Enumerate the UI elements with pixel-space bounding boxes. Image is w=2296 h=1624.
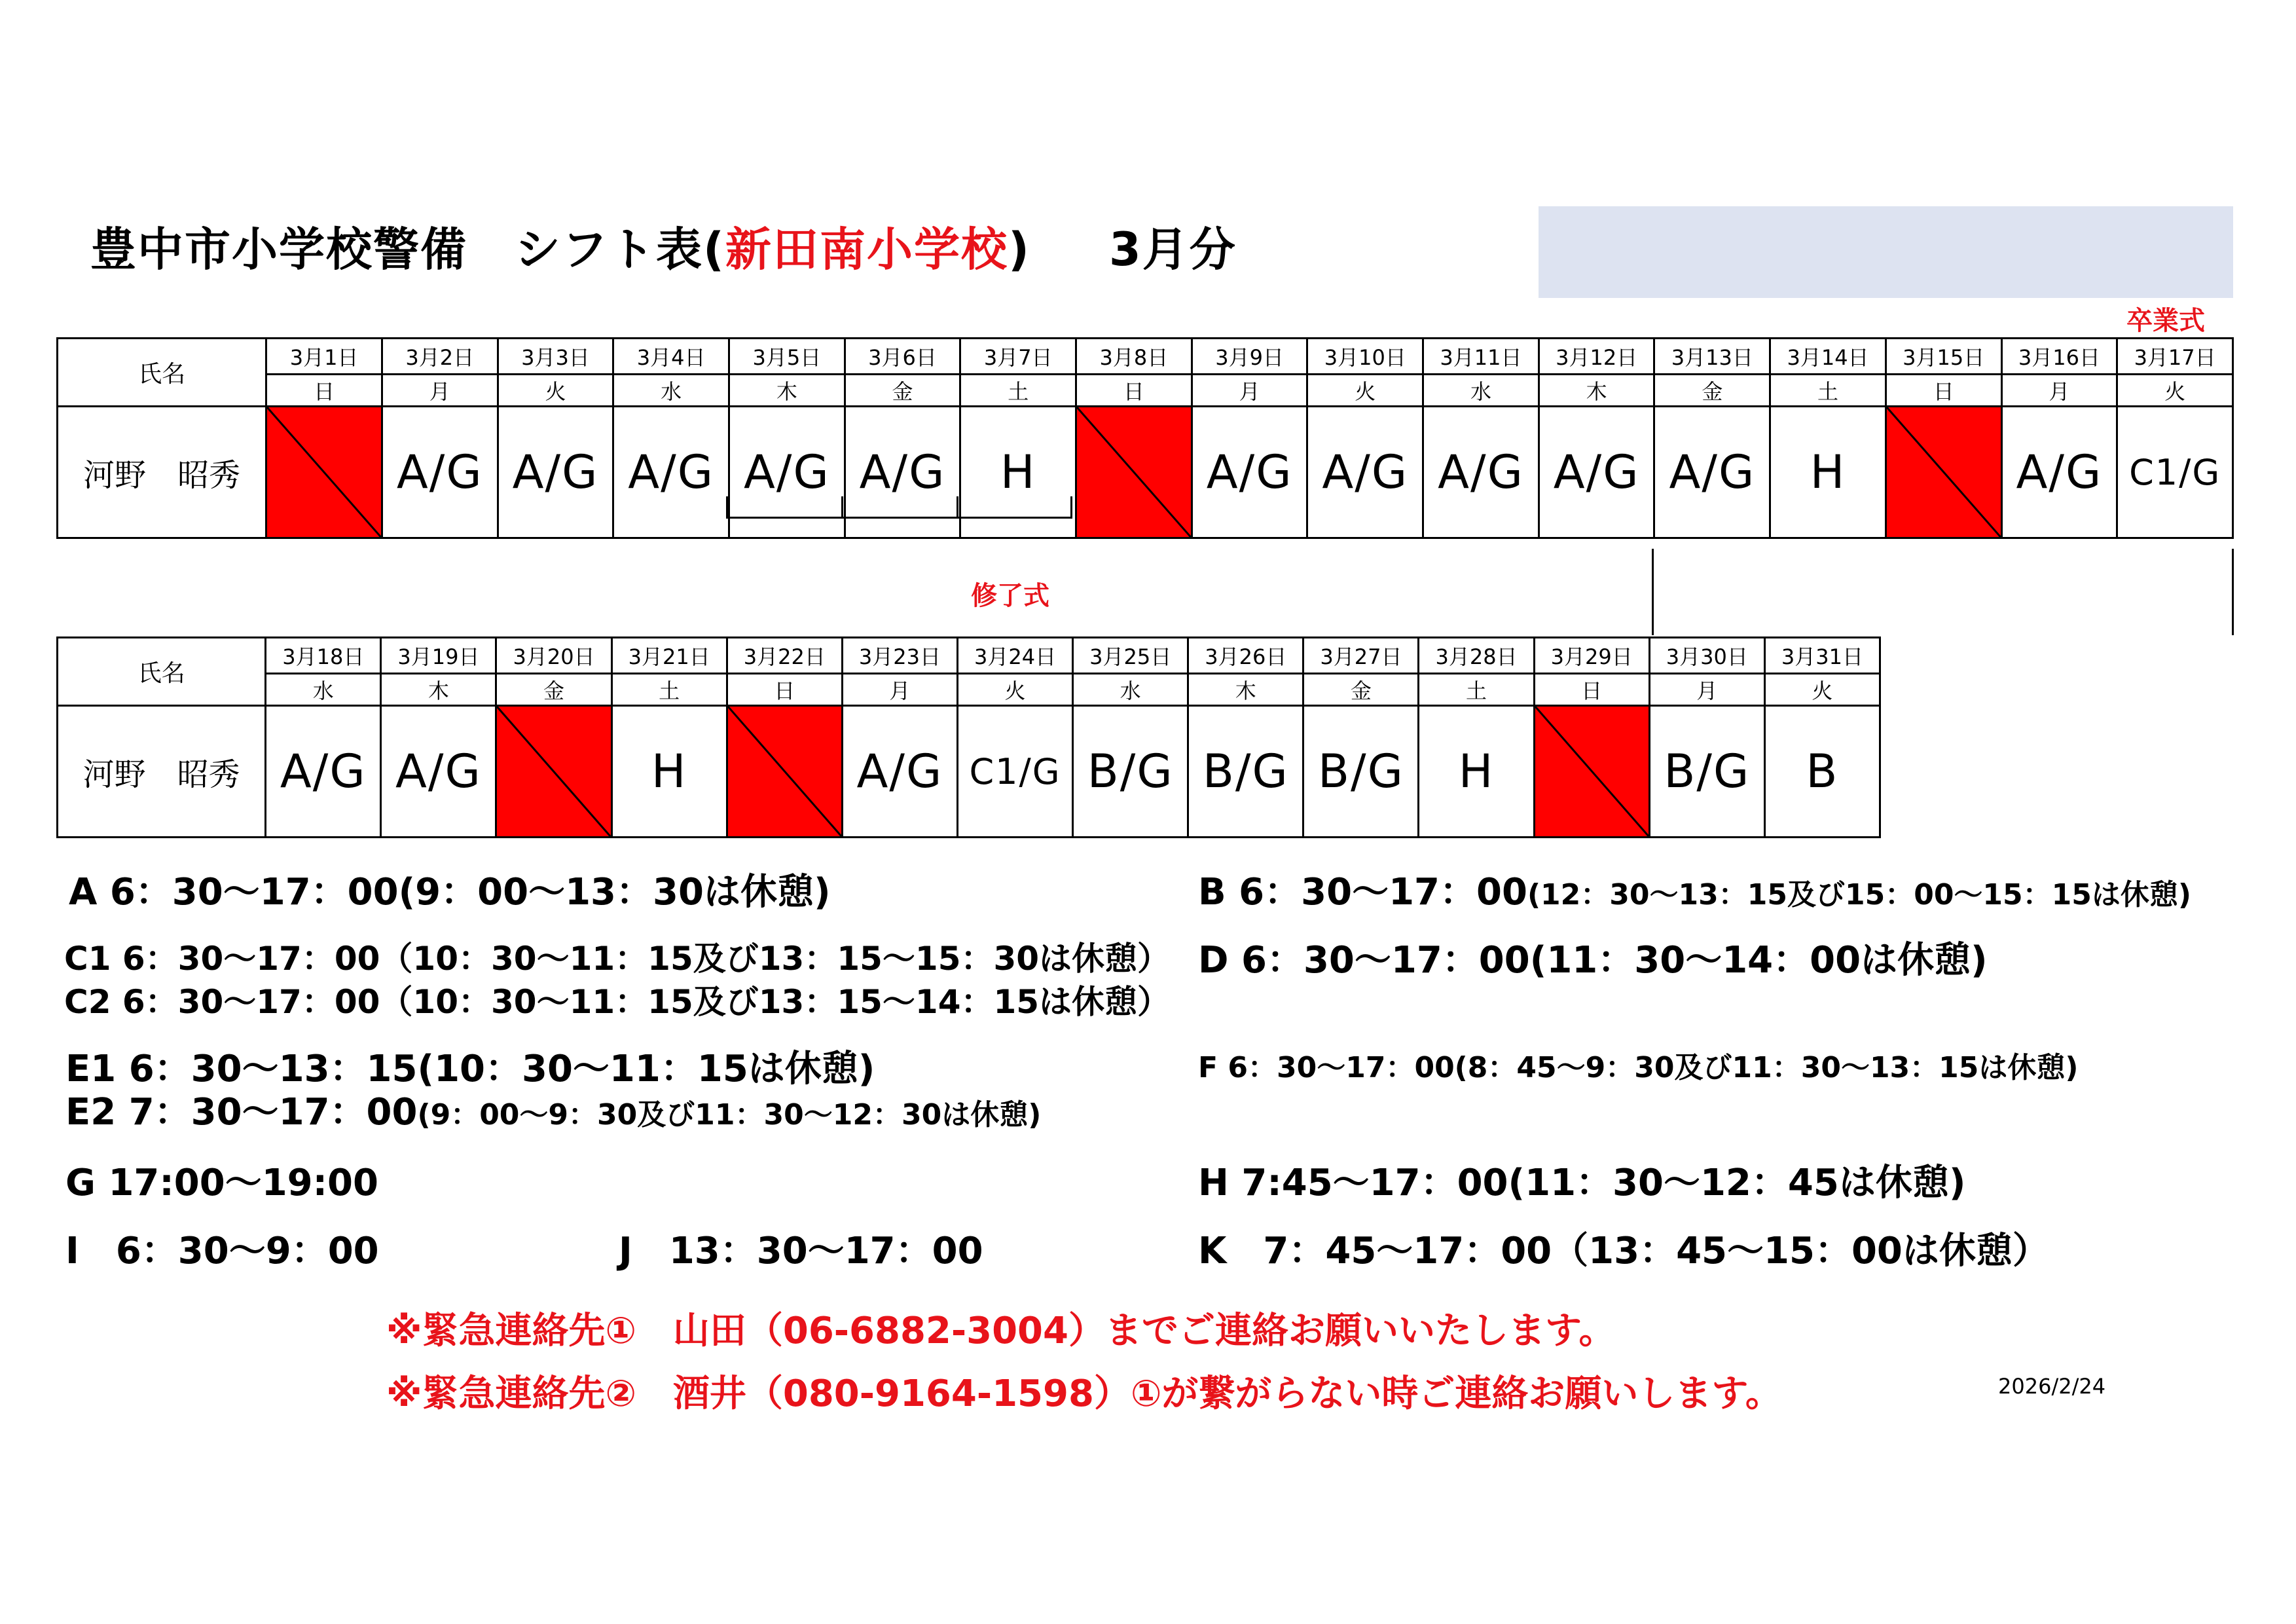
day-off-cell <box>1534 706 1649 838</box>
day-off-cell <box>266 407 382 538</box>
slash-mark <box>1077 407 1191 537</box>
shift-code-cell: A/G <box>613 407 729 538</box>
shift-code-cell: A/G <box>381 706 496 838</box>
date-header: 3月12日 <box>1539 339 1654 375</box>
date-header: 3月9日 <box>1192 339 1307 375</box>
legend-e1: E1 6：30～13：15(10：30～11：15は休憩) <box>65 1048 875 1090</box>
shift-code-cell: B/G <box>1188 706 1303 838</box>
legend-d: D 6：30～17：00(11：30～14：00は休憩) <box>1198 939 1988 982</box>
employee-name: 河野 昭秀 <box>58 706 266 838</box>
date-header: 3月7日 <box>960 339 1076 375</box>
date-header: 3月23日 <box>842 638 957 674</box>
slash-mark <box>267 407 381 537</box>
date-header: 3月3日 <box>498 339 613 375</box>
legend-e2-main: E2 7：30～17：00 <box>65 1091 418 1134</box>
weekday-header: 日 <box>1534 674 1649 706</box>
sub-box-group <box>726 496 1072 519</box>
shift-code-cell: A/G <box>1539 407 1654 538</box>
shift-code-cell: C1/G <box>2117 407 2233 538</box>
emergency-contact-2: ※緊急連絡先② 酒井（080-9164-1598）①が繋がらない時ご連絡お願いします。 <box>386 1373 1782 1415</box>
date-header: 3月13日 <box>1654 339 1770 375</box>
legend-g: G 17:00～19:00 <box>65 1162 378 1204</box>
weekday-header: 土 <box>1770 375 1886 407</box>
legend-f: F 6：30～17：00(8：45～9：30及び11：30～13：15は休憩) <box>1198 1051 2079 1084</box>
legend-b <box>1198 863 2191 915</box>
month-label: 3月分 <box>1109 223 1237 276</box>
shift-code-cell: A/G <box>1307 407 1423 538</box>
shift-code-cell: A/G <box>845 407 960 538</box>
shift-code-cell: H <box>1770 407 1886 538</box>
legend-i: I 6：30～9：00 <box>65 1230 379 1272</box>
graduation-label: 卒業式 <box>2126 306 2205 336</box>
legend-e2-note: (9：00～9：30及び11：30～12：30は休憩) <box>417 1098 1042 1132</box>
day-off-cell <box>1886 407 2001 538</box>
shift-table-2 <box>56 637 1881 838</box>
date-stamp: 2026/2/24 <box>1998 1374 2106 1399</box>
date-header: 3月1日 <box>266 339 382 375</box>
shift-code-cell: A/G <box>842 706 957 838</box>
weekday-header: 火 <box>498 375 613 407</box>
weekday-header: 日 <box>1076 375 1192 407</box>
shift-code-cell: B <box>1764 706 1880 838</box>
date-header: 3月16日 <box>2001 339 2117 375</box>
title-prefix: 豊中市小学校警備 シフト表( <box>90 223 725 276</box>
date-header: 3月14日 <box>1770 339 1886 375</box>
weekday-header: 月 <box>1649 674 1764 706</box>
date-header: 3月20日 <box>496 638 611 674</box>
date-header: 3月26日 <box>1188 638 1303 674</box>
slash-mark <box>1535 707 1649 836</box>
date-header: 3月2日 <box>382 339 498 375</box>
weekday-header: 水 <box>1423 375 1539 407</box>
date-header: 3月17日 <box>2117 339 2233 375</box>
date-header: 3月31日 <box>1764 638 1880 674</box>
weekday-header: 金 <box>496 674 611 706</box>
blue-note-box <box>1539 206 2233 298</box>
shift-code-cell: H <box>960 407 1076 538</box>
shift-table-1 <box>56 337 2234 539</box>
weekday-header: 火 <box>1764 674 1880 706</box>
date-header: 3月18日 <box>266 638 381 674</box>
weekday-header: 木 <box>1188 674 1303 706</box>
weekday-header: 日 <box>1886 375 2001 407</box>
employee-name: 河野 昭秀 <box>58 407 266 538</box>
date-header: 3月5日 <box>729 339 845 375</box>
slash-mark <box>497 707 610 836</box>
slash-mark <box>728 707 841 836</box>
weekday-header: 土 <box>1419 674 1534 706</box>
shift-code-cell: B/G <box>1073 706 1188 838</box>
weekday-header: 火 <box>1307 375 1423 407</box>
weekday-header: 月 <box>2001 375 2117 407</box>
divider-line <box>2232 549 2234 635</box>
shift-code-cell: A/G <box>266 706 381 838</box>
date-header: 3月10日 <box>1307 339 1423 375</box>
weekday-header: 木 <box>729 375 845 407</box>
shift-code-cell: B/G <box>1303 706 1419 838</box>
sub-box-divider <box>841 496 843 517</box>
date-header: 3月11日 <box>1423 339 1539 375</box>
date-header: 3月29日 <box>1534 638 1649 674</box>
date-header: 3月22日 <box>727 638 842 674</box>
legend-h: H 7:45～17：00(11：30～12：45は休憩) <box>1198 1162 1966 1204</box>
shift-code-cell: A/G <box>382 407 498 538</box>
date-header: 3月6日 <box>845 339 960 375</box>
date-header: 3月21日 <box>611 638 727 674</box>
date-header: 3月15日 <box>1886 339 2001 375</box>
legend-b-main: B 6：30～17：00 <box>1198 871 1527 913</box>
legend-j: J 13：30～17：00 <box>619 1230 983 1272</box>
date-header: 3月8日 <box>1076 339 1192 375</box>
weekday-header: 木 <box>381 674 496 706</box>
date-header: 3月25日 <box>1073 638 1188 674</box>
legend-c1: C1 6：30～17：00（10：30～11：15及び13：15～15：30は休憩） <box>64 940 1171 978</box>
date-header: 3月24日 <box>957 638 1072 674</box>
school-name: 新田南小学校 <box>725 223 1008 276</box>
shift-code-cell: A/G <box>1654 407 1770 538</box>
legend-c2: C2 6：30～17：00（10：30～11：15及び13：15～14：15は休憩） <box>64 983 1171 1021</box>
date-header: 3月30日 <box>1649 638 1764 674</box>
weekday-header: 月 <box>1192 375 1307 407</box>
shift-code-cell: A/G <box>498 407 613 538</box>
shift-code-cell: A/G <box>1423 407 1539 538</box>
weekday-header: 土 <box>960 375 1076 407</box>
weekday-header: 火 <box>2117 375 2233 407</box>
weekday-header: 水 <box>1073 674 1188 706</box>
weekday-header: 土 <box>611 674 727 706</box>
weekday-header: 日 <box>266 375 382 407</box>
day-off-cell <box>496 706 611 838</box>
weekday-header: 金 <box>1303 674 1419 706</box>
shift-code-cell: C1/G <box>957 706 1072 838</box>
page-title <box>90 213 1237 279</box>
weekday-header: 木 <box>1539 375 1654 407</box>
legend-e2 <box>65 1083 1041 1135</box>
shift-code-cell: A/G <box>1192 407 1307 538</box>
date-header: 3月4日 <box>613 339 729 375</box>
day-off-cell <box>727 706 842 838</box>
emergency-contact-1: ※緊急連絡先① 山田（06-6882-3004）までご連絡お願いいたします。 <box>386 1310 1616 1352</box>
title-suffix: ) <box>1008 223 1030 276</box>
completion-label: 修了式 <box>971 581 1049 611</box>
day-off-cell <box>1076 407 1192 538</box>
weekday-header: 日 <box>727 674 842 706</box>
date-header: 3月19日 <box>381 638 496 674</box>
date-header: 3月27日 <box>1303 638 1419 674</box>
weekday-header: 水 <box>613 375 729 407</box>
name-header: 氏名 <box>58 638 266 706</box>
legend-b-note: (12：30～13：15及び15：00～15：15は休憩) <box>1527 878 2191 912</box>
shift-code-cell: B/G <box>1649 706 1764 838</box>
weekday-header: 月 <box>842 674 957 706</box>
date-header: 3月28日 <box>1419 638 1534 674</box>
legend-a: A 6：30～17：00(9：00～13：30は休憩) <box>69 871 831 913</box>
shift-code-cell: A/G <box>729 407 845 538</box>
slash-mark <box>1887 407 2001 537</box>
shift-code-cell: A/G <box>2001 407 2117 538</box>
shift-code-cell: H <box>1419 706 1534 838</box>
name-header: 氏名 <box>58 339 266 407</box>
sub-box-divider <box>957 496 958 517</box>
weekday-header: 月 <box>382 375 498 407</box>
weekday-header: 水 <box>266 674 381 706</box>
weekday-header: 金 <box>845 375 960 407</box>
shift-code-cell: H <box>611 706 727 838</box>
divider-line <box>1652 549 1654 635</box>
legend-k: K 7：45～17：00（13：45～15：00は休憩） <box>1198 1230 2049 1272</box>
weekday-header: 火 <box>957 674 1072 706</box>
weekday-header: 金 <box>1654 375 1770 407</box>
